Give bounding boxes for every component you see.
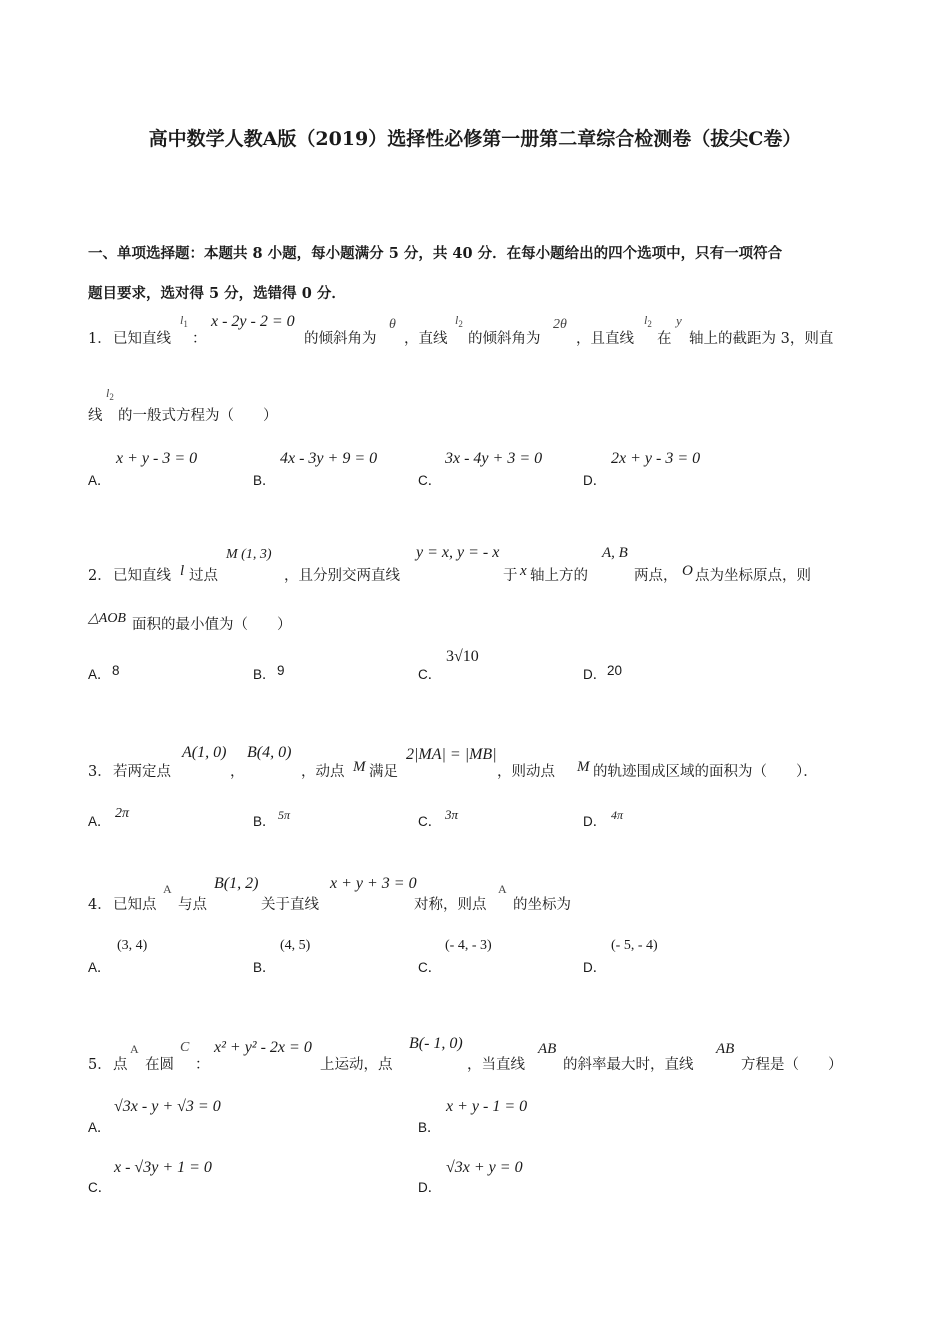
q5-a-symbol: A bbox=[130, 1042, 139, 1056]
q2-x-symbol: x bbox=[520, 563, 527, 579]
q2-text-2: 过点 bbox=[189, 568, 218, 584]
q1-text-6: 在 bbox=[657, 331, 672, 347]
q1-text-1: 已知直线 bbox=[113, 331, 171, 347]
q1-equation: x - 2y - 2 = 0 bbox=[211, 313, 295, 330]
q3-option-c-label: C． bbox=[418, 814, 442, 829]
q2-points-ab: A, B bbox=[602, 545, 628, 561]
q1-number: 1． bbox=[88, 331, 112, 347]
q1-two-theta: 2θ bbox=[553, 317, 567, 332]
q4-text-1: 已知点 bbox=[113, 897, 157, 913]
q4-option-b-value: (4, 5) bbox=[280, 938, 311, 953]
q2-o-symbol: O bbox=[682, 563, 693, 579]
q1-option-d-label: D． bbox=[583, 473, 607, 488]
q3-text-2: ，动点 bbox=[301, 764, 345, 780]
q2-l-symbol: l bbox=[180, 563, 185, 579]
q1-option-b-value: 4x - 3y + 9 = 0 bbox=[280, 450, 378, 467]
q3-option-a-label: A． bbox=[88, 814, 111, 829]
q1-text-7: 轴上的截距为 3，则直 bbox=[689, 331, 834, 347]
q4-text-4: 对称，则点 bbox=[414, 897, 487, 913]
q2-text-6: 两点， bbox=[634, 568, 678, 584]
q2-text-3: ，且分别交两直线 bbox=[284, 568, 400, 584]
q3-m-symbol: M bbox=[353, 759, 366, 775]
q4-option-c-label: C． bbox=[418, 960, 442, 975]
q5-number: 5． bbox=[88, 1057, 112, 1073]
q1-text-4: 的倾斜角为 bbox=[468, 331, 541, 347]
q3-point-a: A(1, 0) bbox=[182, 744, 227, 761]
q2-option-b-label: B． bbox=[253, 667, 276, 682]
q1-l1-symbol: $l_1$ bbox=[180, 313, 188, 329]
q2-option-a-value: 8 bbox=[112, 663, 120, 678]
q2-option-d-value: 20 bbox=[607, 663, 623, 678]
q1-option-c-label: C． bbox=[418, 473, 442, 488]
q4-text-3: 关于直线 bbox=[261, 897, 319, 913]
q1-l2-symbol: $l_2$ bbox=[455, 313, 463, 329]
q5-text-4: ，当直线 bbox=[467, 1057, 525, 1073]
q4-option-d-value: (- 5, - 4) bbox=[611, 938, 658, 953]
q5-colon: ： bbox=[195, 1057, 210, 1073]
section-header-line1: 一、单项选择题：本题共 8 小题，每小题满分 5 分，共 40 分．在每小题给出的四个选项中，只有一项符合 bbox=[88, 245, 783, 262]
q2-text-1: 已知直线 bbox=[113, 568, 171, 584]
q5-text-3: 上运动，点 bbox=[320, 1057, 393, 1073]
q5-option-b-value: x + y - 1 = 0 bbox=[446, 1098, 528, 1115]
q1-option-b-label: B． bbox=[253, 473, 276, 488]
q3-text-1: 若两定点 bbox=[113, 764, 171, 780]
q5-text-2: 在圆 bbox=[145, 1057, 174, 1073]
q2-triangle: △AOB bbox=[88, 611, 126, 626]
q5-option-d-label: D． bbox=[418, 1180, 442, 1195]
q1-text-3: ，直线 bbox=[404, 331, 448, 347]
q4-a-symbol-2: A bbox=[498, 882, 507, 896]
q1-colon: ： bbox=[192, 331, 207, 347]
q4-option-d-label: D． bbox=[583, 960, 607, 975]
q3-option-d-label: D． bbox=[583, 814, 607, 829]
q1-option-c-value: 3x - 4y + 3 = 0 bbox=[445, 450, 543, 467]
q5-ab-symbol-2: AB bbox=[716, 1041, 735, 1057]
q1-l2-symbol-2: $l_2$ bbox=[644, 313, 652, 329]
q5-text-5: 的斜率最大时，直线 bbox=[563, 1057, 694, 1073]
q5-option-d-value: √3x + y = 0 bbox=[446, 1159, 523, 1176]
q2-option-b-value: 9 bbox=[277, 663, 285, 678]
q2-number: 2． bbox=[88, 568, 112, 584]
q5-option-c-label: C． bbox=[88, 1180, 112, 1195]
q1-text-2: 的倾斜角为 bbox=[304, 331, 377, 347]
q1-option-a-label: A． bbox=[88, 473, 111, 488]
section-header-line2: 题目要求，选对得 5 分，选错得 0 分． bbox=[88, 285, 346, 302]
q2-option-c-label: C． bbox=[418, 667, 442, 682]
q1-theta: θ bbox=[389, 317, 396, 332]
q3-text-4: ，则动点 bbox=[497, 764, 555, 780]
q1-l2-symbol-3: $l_2$ bbox=[106, 386, 114, 402]
q3-text-5: 的轨迹围成区域的面积为（ ）． bbox=[593, 764, 818, 780]
q2-lines: y = x, y = - x bbox=[416, 544, 500, 561]
q4-text-5: 的坐标为 bbox=[513, 897, 571, 913]
q1-y-symbol: y bbox=[676, 313, 682, 328]
q3-comma: ， bbox=[230, 764, 245, 780]
q2-text-7: 点为坐标原点，则 bbox=[695, 568, 811, 584]
q3-number: 3． bbox=[88, 764, 112, 780]
q5-option-a-value: √3x - y + √3 = 0 bbox=[114, 1098, 221, 1115]
q3-condition: 2|MA| = |MB| bbox=[406, 746, 497, 763]
q3-option-d-value: 4π bbox=[611, 808, 624, 822]
q4-option-b-label: B． bbox=[253, 960, 276, 975]
q5-option-c-value: x - √3y + 1 = 0 bbox=[114, 1159, 212, 1176]
q2-text-5: 轴上方的 bbox=[530, 568, 588, 584]
q3-m-symbol-2: M bbox=[577, 759, 590, 775]
q5-circle: x² + y² - 2x = 0 bbox=[214, 1039, 312, 1056]
q1-option-a-value: x + y - 3 = 0 bbox=[116, 450, 198, 467]
q5-c-symbol: C bbox=[180, 1040, 190, 1055]
q3-option-b-label: B． bbox=[253, 814, 276, 829]
page-title: 高中数学人教A版（2019）选择性必修第一册第二章综合检测卷（拔尖C卷） bbox=[148, 128, 802, 150]
q4-a-symbol: A bbox=[163, 882, 172, 896]
q5-text-6: 方程是（ ） bbox=[741, 1057, 843, 1073]
q4-number: 4． bbox=[88, 897, 112, 913]
q5-text-1: 点 bbox=[113, 1057, 128, 1073]
q2-point-m: M (1, 3) bbox=[226, 547, 272, 562]
q4-line: x + y + 3 = 0 bbox=[330, 875, 417, 892]
q3-point-b: B(4, 0) bbox=[247, 744, 292, 761]
q5-point-b: B(- 1, 0) bbox=[409, 1035, 463, 1052]
q5-option-a-label: A． bbox=[88, 1120, 111, 1135]
q5-ab-symbol: AB bbox=[538, 1041, 557, 1057]
q5-option-b-label: B． bbox=[418, 1120, 441, 1135]
q4-option-a-label: A． bbox=[88, 960, 111, 975]
q3-option-c-value: 3π bbox=[445, 807, 459, 822]
q4-text-2: 与点 bbox=[178, 897, 207, 913]
q4-option-c-value: (- 4, - 3) bbox=[445, 938, 492, 953]
q3-option-b-value: 5π bbox=[278, 808, 291, 822]
q3-option-a-value: 2π bbox=[115, 806, 130, 821]
q1-text-8: 线 bbox=[88, 408, 103, 424]
q2-option-d-label: D． bbox=[583, 667, 607, 682]
q1-text-5: ，且直线 bbox=[576, 331, 634, 347]
q4-option-a-value: (3, 4) bbox=[117, 938, 148, 953]
q2-text-4: 于 bbox=[503, 568, 518, 584]
q2-option-c-value: 3√10 bbox=[446, 648, 479, 665]
q1-text-9: 的一般式方程为（ ） bbox=[118, 408, 278, 424]
q1-option-d-value: 2x + y - 3 = 0 bbox=[611, 450, 701, 467]
q3-text-3: 满足 bbox=[369, 764, 398, 780]
q2-option-a-label: A． bbox=[88, 667, 111, 682]
q4-point-b: B(1, 2) bbox=[214, 875, 259, 892]
q2-text-8: 面积的最小值为（ ） bbox=[132, 617, 292, 633]
